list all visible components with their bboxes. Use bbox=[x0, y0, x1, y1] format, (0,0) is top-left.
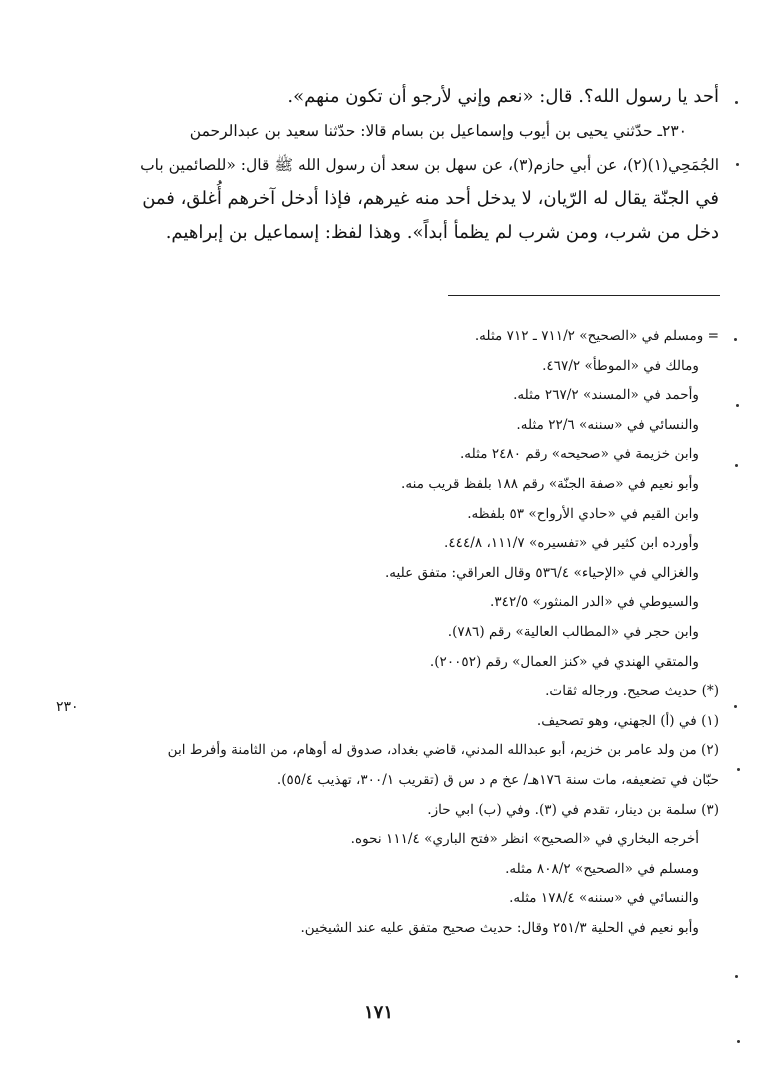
footnote-line: حبّان في تضعيفه، مات سنة ١٧٦هـ/ عخ م د س ق (تقريب ٣٠٠/١، تهذيب ٥٥/٤). bbox=[276, 771, 719, 788]
footnote-line: والنسائي في «سننه» ١٧٨/٤ مثله. bbox=[509, 890, 699, 907]
footnote-line: (*) حديث صحيح. ورجاله ثقات. bbox=[545, 683, 719, 700]
margin-speck bbox=[735, 975, 738, 978]
footnote-line: وأبو نعيم في الحلية ٢٥١/٣ وقال: حديث صحيح متفق عليه عند الشيخين. bbox=[300, 919, 699, 936]
margin-speck bbox=[735, 101, 738, 104]
main-line: في الجنّة يقال له الرّيان، لا يدخل أحد منه غيرهم، فإذا أدخل آخرهم أُغلق، فمن bbox=[142, 188, 719, 209]
hadith-side-number: ٢٣٠ bbox=[56, 699, 79, 715]
footnote-line: وأورده ابن كثير في «تفسيره» ١١١/٧، ٤٤٤/٨. bbox=[444, 535, 699, 552]
main-text bbox=[39, 80, 719, 250]
margin-speck bbox=[734, 705, 737, 708]
main-line: الجُمَحِي(١)(٢)، عن أبي حازم(٣)، عن سهل بن سعد أن رسول الله ﷺ قال: «للصائمين باب bbox=[140, 156, 719, 174]
page-number: ١٧١ bbox=[363, 1002, 393, 1023]
footnote-line: = ومسلم في «الصحيح» ٧١١/٢ ـ ٧١٢ مثله. bbox=[474, 328, 719, 344]
margin-speck bbox=[736, 404, 739, 407]
margin-speck bbox=[735, 464, 738, 467]
footnote-line: (٢) من ولد عامر بن خزيم، أبو عبدالله المدني، قاضي بغداد، صدوق له أوهام، من الثامنة وأفرط ابن bbox=[167, 742, 719, 759]
footnote-line: (١) في (أ) الجهني، وهو تصحيف. bbox=[536, 712, 719, 729]
footnote-line: والمتقي الهندي في «كنز العمال» رقم (٢٠٠٥٢). bbox=[429, 653, 699, 670]
footnote-line: وابن حجر في «المطالب العالية» رقم (٧٨٦). bbox=[447, 623, 699, 640]
footnote-line: ومسلم في «الصحيح» ٨٠٨/٢ مثله. bbox=[505, 860, 699, 877]
margin-speck bbox=[736, 163, 739, 166]
footnote-line: وابن القيم في «حادي الأرواح» ٥٣ بلفظه. bbox=[467, 505, 699, 522]
footnote-separator bbox=[448, 295, 720, 296]
footnote-line: ومالك في «الموطأ» ٤٦٧/٢. bbox=[542, 357, 699, 374]
footnote-line: أخرجه البخاري في «الصحيح» انظر «فتح الباري» ١١١/٤ نحوه. bbox=[350, 831, 699, 848]
margin-speck bbox=[734, 338, 737, 341]
footnote-line: والنسائي في «سننه» ٢٢/٦ مثله. bbox=[516, 416, 699, 433]
main-line: دخل من شرب، ومن شرب لم يظمأ أبداً». وهذا لفظ: إسماعيل بن إبراهيم. bbox=[165, 222, 719, 243]
footnote-line: والسيوطي في «الدر المنثور» ٣٤٢/٥. bbox=[490, 594, 699, 611]
margin-speck bbox=[737, 768, 740, 771]
footnote-line: (٣) سلمة بن دينار، تقدم في (٣). وفي (ب) ابي حاز. bbox=[427, 801, 719, 818]
footnote-line: وابن خزيمة في «صحيحه» رقم ٢٤٨٠ مثله. bbox=[459, 446, 699, 463]
margin-speck bbox=[737, 1040, 740, 1043]
footnote-line: والغزالي في «الإحياء» ٥٣٦/٤ وقال العراقي: متفق عليه. bbox=[384, 564, 699, 581]
footnotes bbox=[29, 322, 719, 943]
footnote-line: وأحمد في «المسند» ٢٦٧/٢ مثله. bbox=[513, 387, 699, 404]
footnote-line: وأبو نعيم في «صفة الجنّة» رقم ١٨٨ بلفظ قريب منه. bbox=[401, 475, 699, 492]
main-line: ٢٣٠ـ حدّثني يحيى بن أيوب وإسماعيل بن بسام قالا: حدّثنا سعيد بن عبدالرحمن bbox=[189, 122, 687, 140]
main-line: أحد يا رسول الله؟. قال: «نعم وإني لأرجو أن تكون منهم». bbox=[287, 86, 719, 107]
